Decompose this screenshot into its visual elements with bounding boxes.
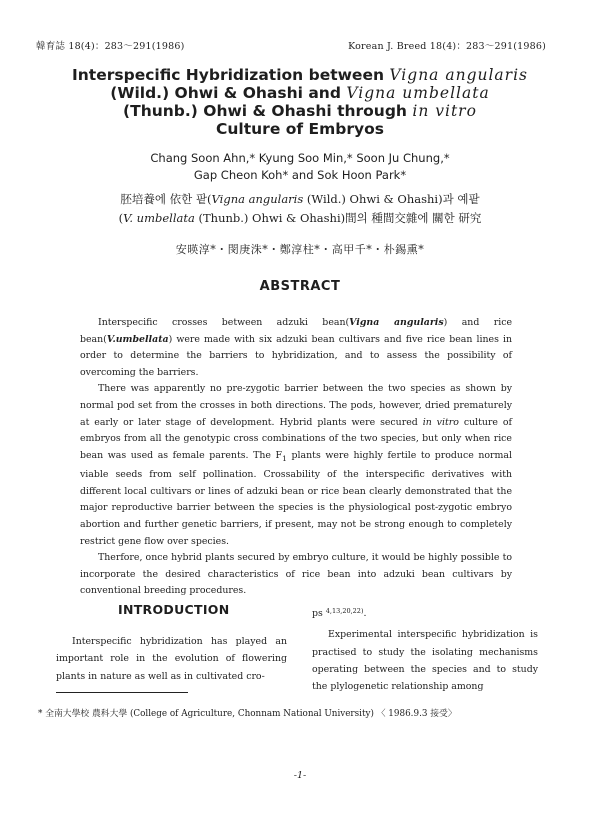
journal-header-english: Korean J. Breed 18(4)：283～291(1986)	[348, 41, 546, 52]
korean-title-species: V. umbellata	[123, 211, 195, 225]
korean-title-text: 胚培養에 依한 팥(	[120, 192, 212, 206]
abstract-species: V.umbellata	[106, 333, 169, 345]
continuation-text: .	[363, 608, 367, 619]
right-column-paragraph: Experimental interspecific hybridization is practised to study the isolating mechanisms operating between the species and to study the plylogenetic relationship among	[312, 629, 538, 693]
author-line-1: Chang Soon Ahn,* Kyung Soo Min,* Soon Ju Chung,*	[150, 151, 450, 165]
title-line-4: Culture of Embryos	[216, 120, 384, 138]
abstract-text: plants were highly fertile to produce normal viable seeds from self pollination. Crossability of the interspecific derivatives with different local cultivars or lines of adzuki bean or rice bean clearly demonstrated that the major reproductive barrier between the species is the physiological post-zygotic embryo abortion and further genetic barriers, if present, may not be strong enough to completely restrict gene flow over species.	[80, 449, 512, 547]
continuation-text: ps	[312, 608, 323, 619]
title-line-3	[40, 102, 560, 120]
journal-header-korean: 韓育誌 18(4)：283～291(1986)	[36, 41, 185, 52]
abstract-text: culture of embryos from all the genotypic cross combinations of the two species, but only when rice bean was used as female parents. The F	[80, 416, 512, 461]
title-line-2	[40, 84, 560, 102]
abstract-text: Interspecific crosses between adzuki bean(	[98, 317, 350, 328]
title-species-name: Vigna umbellata	[346, 84, 490, 102]
footnote-divider	[56, 692, 188, 693]
korean-author-list: 安暎淳*・閔庚洙*・鄭淳柱*・高甲千*・朴錫熏*	[175, 243, 425, 256]
title-species-name: Vigna angularis	[389, 66, 528, 84]
korean-title-text: (	[118, 211, 124, 225]
abstract-paragraph-3: Therfore, once hybrid plants secured by embryo culture, it would be highly possible to incorporate the desired characteristics of rice bean into adzuki bean cultivars by conventional breeding procedures.	[80, 552, 512, 597]
korean-title-line-1	[40, 190, 560, 209]
author-line-2: Gap Cheon Koh* and Sok Hoon Park*	[193, 168, 407, 182]
abstract-text: ) and rice bean(	[80, 317, 512, 345]
right-column-continuation	[312, 603, 538, 622]
korean-title-line-2	[40, 209, 560, 228]
abstract-subscript: 1	[282, 453, 287, 463]
korean-title-species: Vigna angularis	[211, 192, 304, 206]
abstract-text: ) were made with six adzuki bean cultivars and five rice bean lines in order to determine the barriers to hybridization, and to assess the possibility of overcoming the barriers.	[80, 333, 512, 378]
title-text: (Thunb.) Ohwi & Ohashi through	[123, 102, 413, 120]
paper-title	[40, 66, 560, 138]
title-text: (Wild.) Ohwi & Ohashi and	[110, 84, 347, 102]
introduction-right-column	[312, 603, 538, 695]
abstract-paragraph-2	[80, 381, 512, 550]
korean-title	[40, 190, 560, 228]
korean-title-text: (Thunb.) Ohwi & Ohashi)間의 種間交雜에 關한 研究	[194, 211, 482, 225]
abstract-heading: ABSTRACT	[259, 279, 341, 294]
affiliation-footnote: * 全南大學校 農科大學 (College of Agriculture, Chonnam National University) 〈 1986.9.3 接受〉	[38, 709, 457, 719]
author-list	[40, 150, 560, 184]
citation-superscript: 4,13,20,22)	[325, 607, 364, 615]
abstract-method-term: in vitro	[422, 416, 459, 428]
title-text: Interspecific Hybridization between	[72, 66, 390, 84]
page-number: -1-	[293, 770, 307, 781]
abstract-text: There was apparently no pre-zygotic barrier between the two species as shown by normal pod set from the crosses in both directions. The pods, however, dried prematurely at early or later stage of development. Hybrid plants were secured	[80, 383, 512, 428]
abstract-body	[80, 315, 512, 600]
korean-title-text: (Wild.) Ohwi & Ohashi)과 예팥	[303, 192, 480, 206]
abstract-species: Vigna angularis	[349, 317, 444, 328]
introduction-heading: INTRODUCTION	[118, 602, 230, 617]
introduction-left-column: Interspecific hybridization has played an important role in the evolution of flowering plants in nature as well as in cultivated cro-	[56, 636, 287, 682]
abstract-paragraph-1	[80, 315, 512, 381]
title-line-1	[40, 66, 560, 84]
title-method-term: in vitro	[412, 102, 477, 120]
